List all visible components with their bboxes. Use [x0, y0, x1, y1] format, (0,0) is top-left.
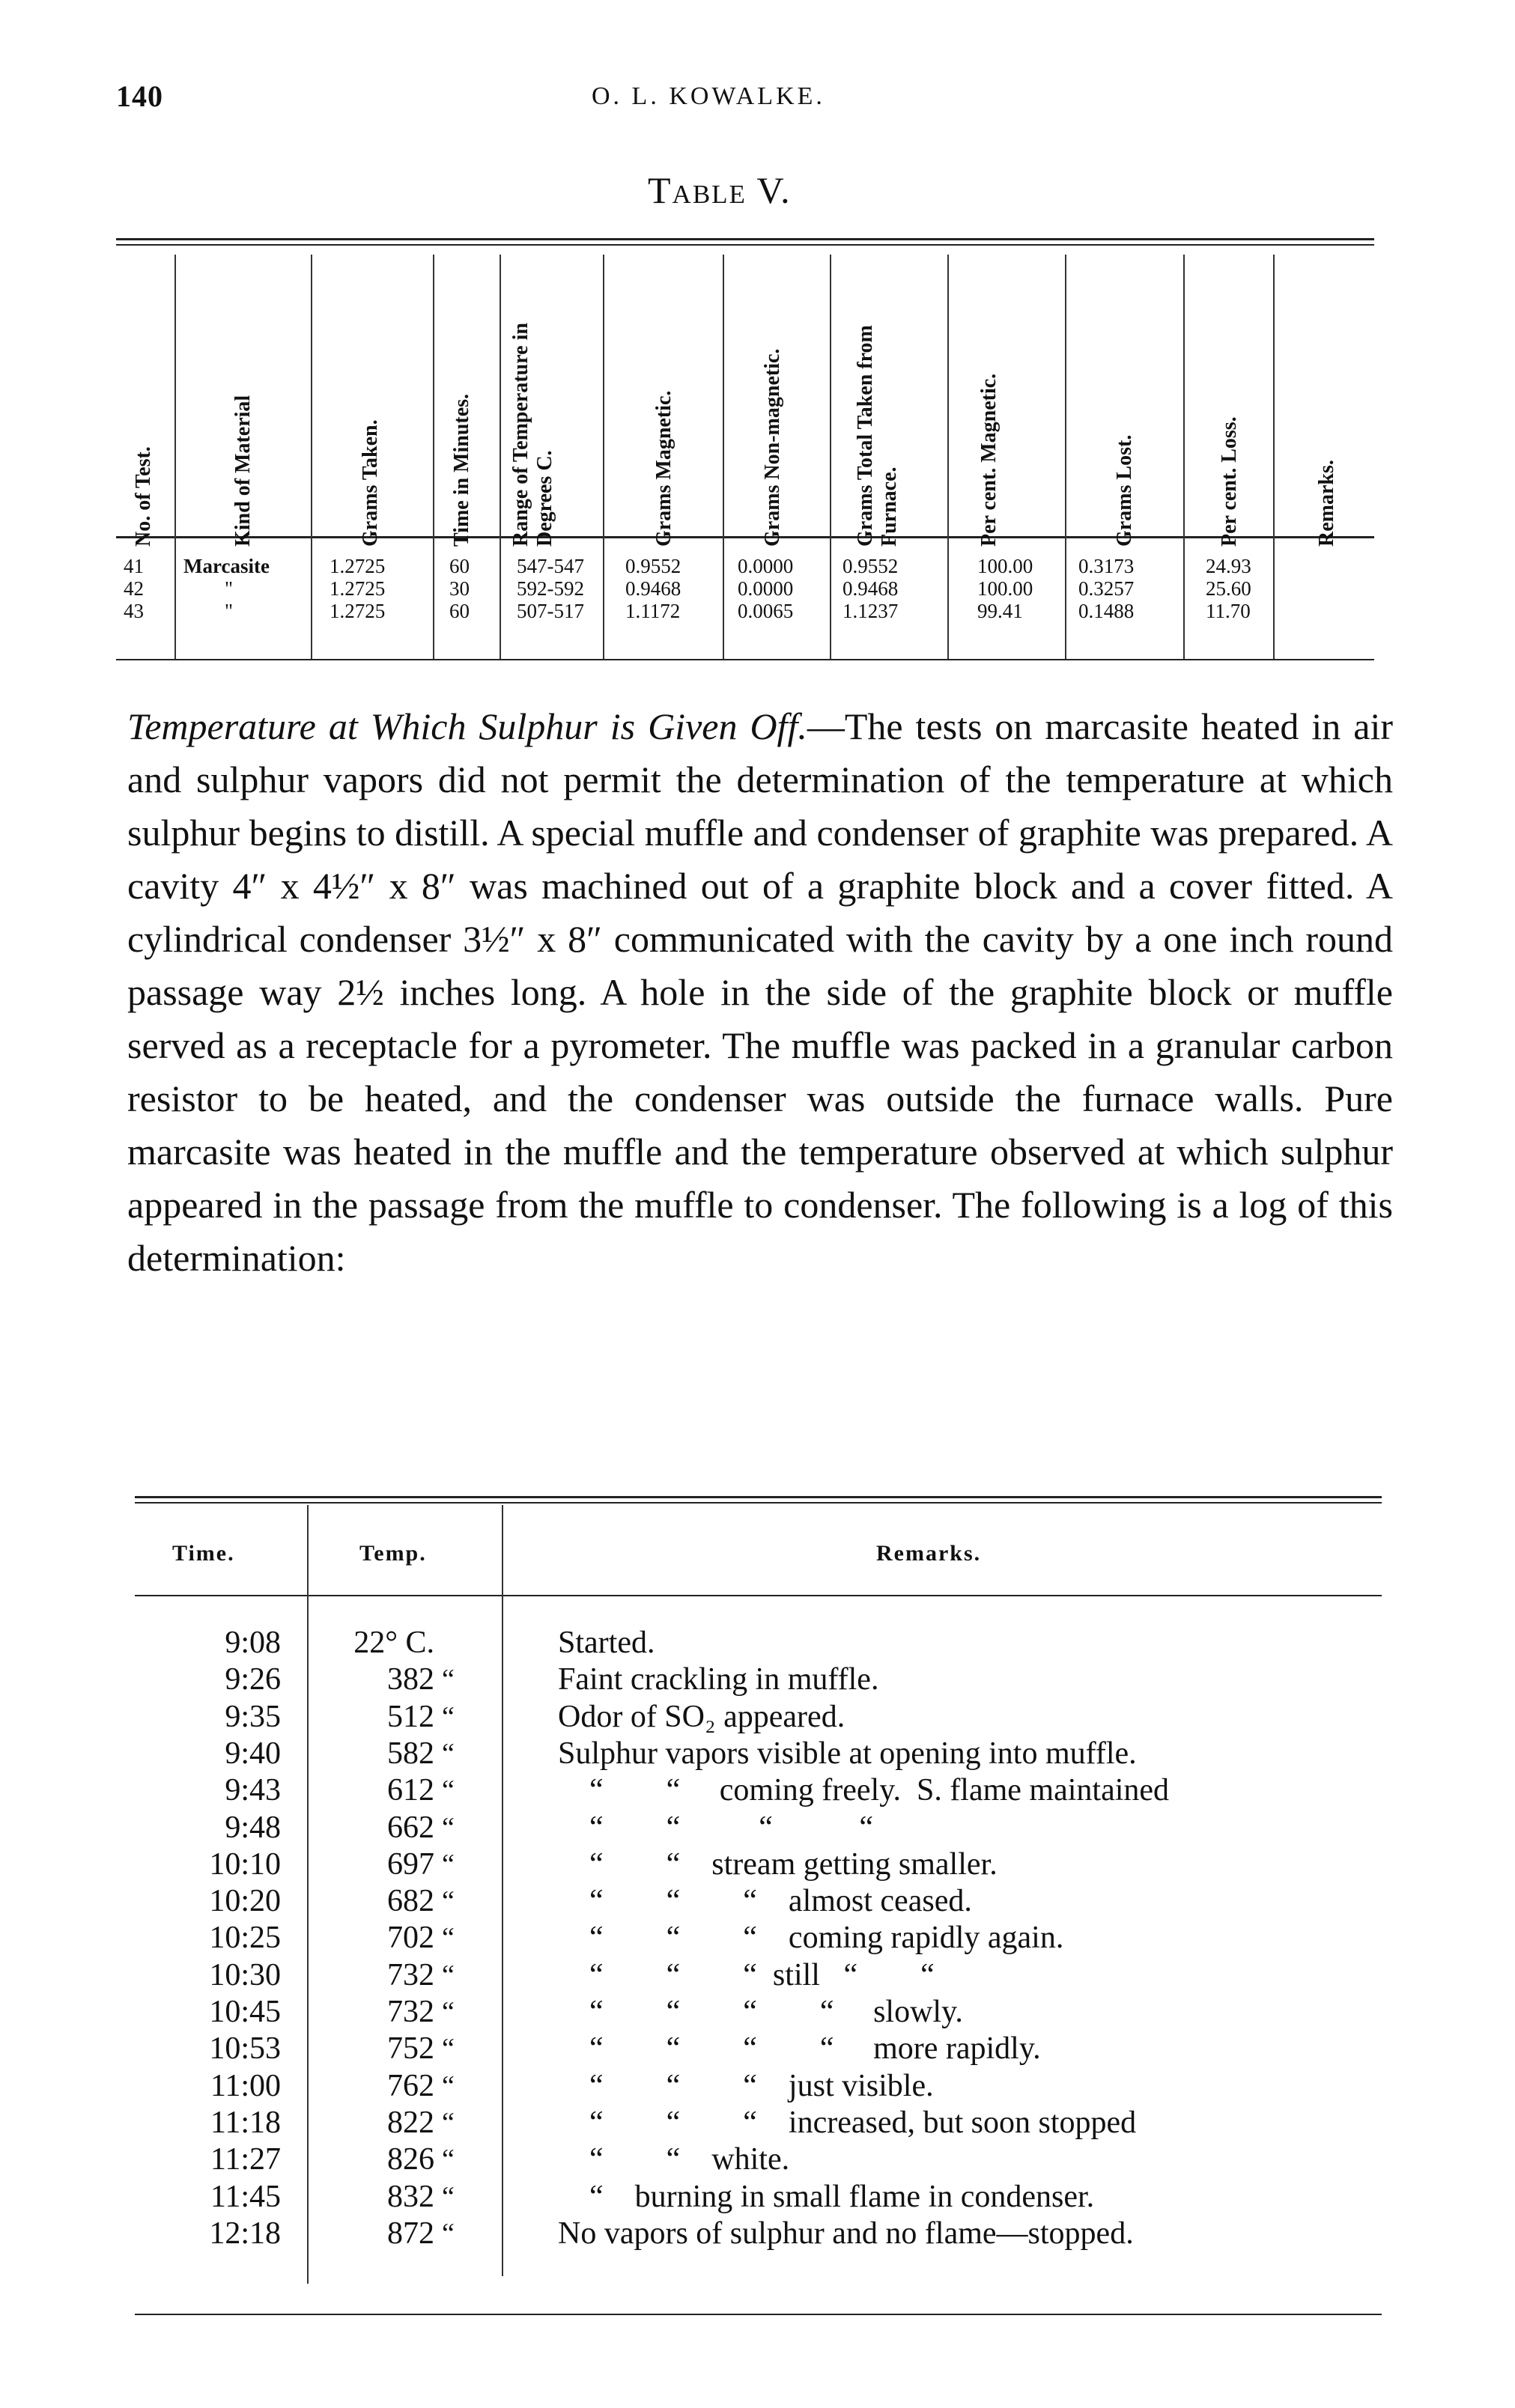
col-header-grams-total: Grams Total Taken from Furnace. [854, 325, 901, 547]
col-divider [830, 255, 831, 659]
log-temp-cell: 762 [387, 2069, 434, 2103]
log-remark-cell: No vapors of sulphur and no flame—stopped. [558, 2216, 1134, 2251]
body-paragraph [127, 700, 1393, 1285]
table-bottom-rule [116, 659, 1374, 660]
table-cell: 0.0000 [738, 555, 794, 577]
col-header-pct-loss: Per cent. Loss. [1218, 416, 1241, 547]
col-header-material: Kind of Material [231, 395, 255, 547]
log-remark-cell: “ “ “ “ slowly. [558, 1995, 963, 2029]
col-divider [311, 255, 312, 659]
col-divider [500, 255, 501, 659]
table-title: Table V. [648, 169, 792, 211]
col-header-grams-nonmagnetic: Grams Non-magnetic. [761, 348, 784, 547]
col-divider [723, 255, 724, 659]
log-remark-cell: “ “ “ still “ “ [558, 1958, 935, 1992]
col-divider [603, 255, 604, 659]
log-remark-cell: Odor of SO₂ appeared. [558, 1700, 845, 1734]
log-ditto-mark: “ [442, 1885, 455, 1917]
log-remark-cell: “ “ “ “ more rapidly. [558, 2031, 1041, 2066]
log-ditto-mark: “ [442, 1996, 455, 2028]
log-temp-cell: 752 [387, 2031, 434, 2066]
log-time-cell: 11:45 [210, 2180, 281, 2214]
log-top-rule [135, 1496, 1382, 1498]
table-cell: 0.3257 [1078, 577, 1135, 600]
table-cell: 30 [449, 577, 470, 600]
log-temp-cell: 697 [387, 1847, 434, 1882]
table-cell: 24.93 [1206, 555, 1251, 577]
log-temp-cell: 732 [387, 1958, 434, 1992]
log-ditto-mark: “ [442, 2218, 455, 2249]
log-time-cell: 9:26 [225, 1662, 281, 1697]
log-top-rule-inner [135, 1502, 1382, 1504]
table-cell: 0.3173 [1078, 555, 1135, 577]
paragraph-sidehead: Temperature at Which Sulphur is Given Off. [127, 705, 807, 747]
table-cell: 99.41 [977, 600, 1023, 622]
table-cell: 11.70 [1206, 600, 1251, 622]
col-divider [174, 255, 176, 659]
table-cell: 0.0000 [738, 577, 794, 600]
table-cell: Marcasite [183, 555, 270, 577]
col-header-grams-lost: Grams Lost. [1113, 434, 1136, 547]
col-header-remarks: Remarks. [1315, 460, 1338, 547]
table-header-rule [116, 536, 1374, 538]
log-time-cell: 10:45 [209, 1995, 281, 2029]
log-time-cell: 10:53 [209, 2031, 281, 2066]
log-time-cell: 9:08 [225, 1626, 281, 1660]
table-cell: 1.2725 [330, 600, 386, 622]
log-remark-cell: “ “ stream getting smaller. [558, 1847, 998, 1882]
table-cell: 547-547 [517, 555, 584, 577]
table-cell: " [225, 600, 234, 622]
table-cell: 0.9468 [842, 577, 899, 600]
log-ditto-mark: “ [442, 1922, 455, 1954]
log-ditto-mark: “ [442, 1664, 455, 1695]
log-ditto-mark: “ [442, 2107, 455, 2138]
log-time-cell: 10:10 [209, 1847, 281, 1882]
table-cell: 1.1172 [625, 600, 681, 622]
log-header-rule [135, 1595, 1382, 1596]
table-cell: 42 [124, 577, 144, 600]
log-header-time: Time. [172, 1541, 235, 1566]
col-divider [947, 255, 949, 659]
log-temp-cell: 682 [387, 1884, 434, 1918]
table-cell: 60 [449, 600, 470, 622]
log-time-cell: 10:25 [209, 1921, 281, 1955]
log-ditto-mark: “ [442, 1701, 455, 1733]
log-col-divider [502, 1505, 503, 2276]
col-header-temp-range: Range of Temperature in Degrees C. [509, 323, 556, 547]
log-remark-cell: Started. [558, 1626, 655, 1660]
log-temp-cell: 822 [387, 2106, 434, 2140]
table-cell: 0.1488 [1078, 600, 1135, 622]
log-temp-cell: 662 [387, 1810, 434, 1845]
log-remark-cell: “ “ white. [558, 2142, 790, 2177]
log-ditto-mark: “ [442, 2033, 455, 2064]
log-col-divider [307, 1505, 309, 2284]
log-time-cell: 11:00 [210, 2069, 281, 2103]
col-divider [433, 255, 434, 659]
log-remark-cell: “ “ “ just visible. [558, 2069, 934, 2103]
table-cell: 507-517 [517, 600, 584, 622]
log-ditto-mark: “ [442, 1738, 455, 1769]
log-ditto-mark: “ [442, 2181, 455, 2213]
log-remark-cell: Sulphur vapors visible at opening into muffle. [558, 1736, 1137, 1771]
log-ditto-mark: “ [442, 2144, 455, 2175]
table-cell: " [225, 577, 234, 600]
table-cell: 0.9552 [625, 555, 681, 577]
table-cell: 43 [124, 600, 144, 622]
log-ditto-mark: “ [442, 1812, 455, 1843]
table-cell: 1.2725 [330, 577, 386, 600]
log-remark-cell: Faint crackling in muffle. [558, 1662, 879, 1697]
table-cell: 592-592 [517, 577, 584, 600]
table-cell: 1.2725 [330, 555, 386, 577]
table-cell: 0.9552 [842, 555, 899, 577]
col-header-time: Time in Minutes. [450, 393, 473, 547]
log-temp-cell: 732 [387, 1995, 434, 2029]
log-ditto-mark: “ [442, 1849, 455, 1880]
log-remark-cell: “ burning in small flame in condenser. [558, 2180, 1095, 2214]
log-temp-cell: 832 [387, 2180, 434, 2214]
log-time-cell: 12:18 [209, 2216, 281, 2251]
log-time-cell: 11:18 [210, 2106, 281, 2140]
log-time-cell: 11:27 [210, 2142, 281, 2177]
log-time-cell: 9:43 [225, 1773, 281, 1807]
log-remark-cell: “ “ “ “ [558, 1810, 874, 1845]
log-bottom-rule [135, 2314, 1382, 2315]
col-divider [1273, 255, 1275, 659]
table-cell: 100.00 [977, 577, 1033, 600]
col-divider [1183, 255, 1185, 659]
paragraph-text: —The tests on marcasite heated in air and sulphur vapors did not permit the determination of the temperature at which sulphur begins to distill. A special muffle and condenser of graphite was prepared. A cavity 4″ x 4½″ x 8″ was machined out of a graphite block and a cover fitted. A cylindrical condenser 3½″ x 8″ communicated with the cavity by a one inch round passage way 2½ inches long. A hole in the side of the graphite block or muffle served as a receptacle for a pyrometer. The muffle was packed in a granular carbon resistor to be heated, and the condenser was outside the furnace walls. Pure marcasite was heated in the muffle and the temperature observed at which sulphur appeared in the passage from the muffle to condenser. The following is a log of this determination: [127, 705, 1393, 1279]
log-time-cell: 9:35 [225, 1700, 281, 1734]
col-header-grams-taken: Grams Taken. [359, 419, 382, 547]
log-remark-cell: “ “ “ coming rapidly again. [558, 1921, 1064, 1955]
log-temp-cell: 702 [387, 1921, 434, 1955]
log-ditto-mark: “ [442, 2070, 455, 2102]
table-top-rule [116, 238, 1374, 240]
log-time-cell: 9:40 [225, 1736, 281, 1771]
log-ditto-mark: “ [442, 1775, 455, 1806]
log-temp-cell: 872 [387, 2216, 434, 2251]
log-temp-cell: 512 [387, 1700, 434, 1734]
col-header-test-no: No. of Test. [132, 446, 155, 547]
col-header-pct-magnetic: Per cent. Magnetic. [977, 373, 1001, 547]
page-number: 140 [116, 79, 163, 113]
log-remark-cell: “ “ “ increased, but soon stopped [558, 2106, 1137, 2140]
table-cell: 25.60 [1206, 577, 1251, 600]
log-temp-cell: 582 [387, 1736, 434, 1771]
table-cell: 100.00 [977, 555, 1033, 577]
log-time-cell: 9:48 [225, 1810, 281, 1845]
log-time-cell: 10:20 [209, 1884, 281, 1918]
log-temp-cell: 612 [387, 1773, 434, 1807]
table-top-rule-inner [116, 244, 1374, 246]
log-remark-cell: “ “ “ almost ceased. [558, 1884, 972, 1918]
log-time-cell: 10:30 [209, 1958, 281, 1992]
table-cell: 1.1237 [842, 600, 899, 622]
log-temp-cell: 826 [387, 2142, 434, 2177]
table-cell: 41 [124, 555, 144, 577]
log-temp-cell: 382 [387, 1662, 434, 1697]
running-head: O. L. KOWALKE. [592, 82, 825, 110]
log-header-remarks: Remarks. [876, 1541, 982, 1566]
log-temp-cell: 22° C. [353, 1626, 434, 1660]
log-ditto-mark: “ [442, 1959, 455, 1991]
col-divider [1065, 255, 1066, 659]
col-header-grams-magnetic: Grams Magnetic. [652, 390, 675, 547]
table-cell: 60 [449, 555, 470, 577]
table-cell: 0.9468 [625, 577, 681, 600]
log-header-temp: Temp. [359, 1541, 427, 1566]
log-remark-cell: “ “ coming freely. S. flame maintained [558, 1773, 1170, 1807]
table-cell: 0.0065 [738, 600, 794, 622]
